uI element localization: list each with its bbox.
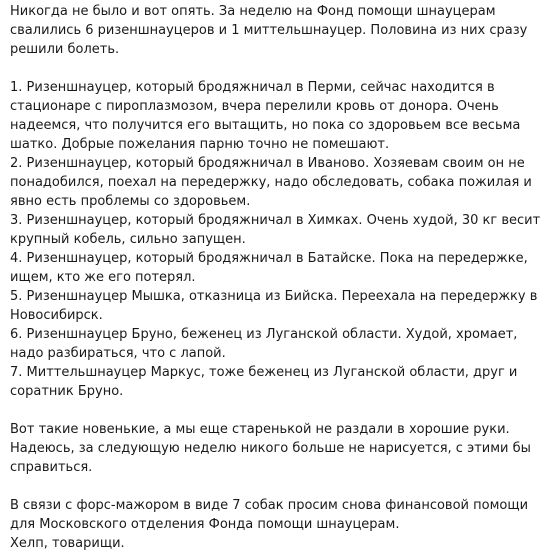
paragraph-gap <box>10 59 542 78</box>
post-request: В связи с форс-мажором в виде 7 собак просим снова финансовой помощи для Московского отделения Фонда помощи шнауцерам. <box>10 498 529 532</box>
list-item: 7. Миттельшнауцер Маркус, тоже беженец из Луганской области, друг и соратник Бруно. <box>10 365 518 399</box>
post-outro: Вот такие новенькие, а мы еще старенькой не раздали в хорошие руки. Надеюсь, за следующую неделю никого больше не нарисуется, с этими бы справиться. <box>10 422 531 475</box>
list-item: 3. Ризеншнауцер, который бродяжничал в Химках. Очень худой, 30 кг весит крупный кобель, сильно запущен. <box>10 213 541 247</box>
list-item: 5. Ризеншнауцер Мышка, отказница из Бийска. Переехала на передержку в Новосибирск. <box>10 289 538 323</box>
list-item: 4. Ризеншнауцер, который бродяжничал в Батайске. Пока на передержке, ищем, кто же его потерял. <box>10 251 528 285</box>
list-item: 1. Ризеншнауцер, который бродяжничал в Перми, сейчас находится в стационаре с пироплазмозом, вчера перелили кровь от донора. Очень надеемся, что получится его вытащить, но пока со здоровьем все весьма шатко. Добрые пожелания парню точно не помешают. <box>10 80 521 152</box>
list-item: 2. Ризеншнауцер, который бродяжничал в Иваново. Хозяевам своим он не понадобился, поехал на передержку, надо обследовать, собака пожилая и явно есть проблемы со здоровьем. <box>10 156 532 209</box>
post-intro: Никогда не было и вот опять. За неделю на Фонд помощи шнауцерам свалились 6 ризеншнауцеров и 1 миттельшнауцер. Половина из них сразу решили болеть. <box>10 4 528 57</box>
paragraph-gap <box>10 401 542 420</box>
dog-list <box>10 78 542 401</box>
paragraph-gap <box>10 477 542 496</box>
list-item: 6. Ризеншнауцер Бруно, беженец из Луганской области. Худой, хромает, надо разбираться, что с лапой. <box>10 327 518 361</box>
post-signoff: Хелп, товарищи. <box>10 536 125 551</box>
post-text <box>10 2 542 553</box>
